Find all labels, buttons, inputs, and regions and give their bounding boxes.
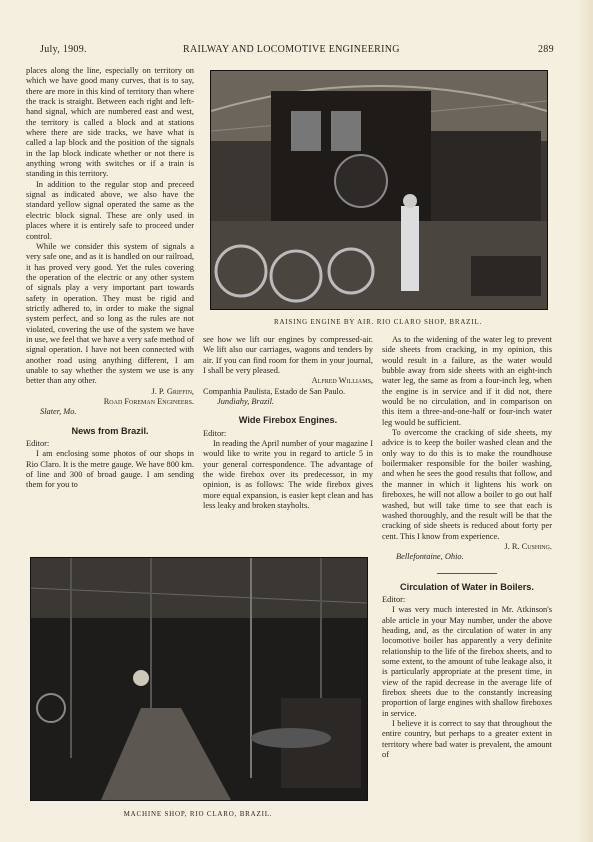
header-page-number: 289 xyxy=(538,44,554,55)
article-title: News from Brazil. xyxy=(71,425,149,436)
article-title: Circulation of Water in Boilers. xyxy=(400,581,534,592)
page-edge xyxy=(577,0,593,842)
header-date: July, 1909. xyxy=(40,44,87,55)
locomotive-photo-illustration xyxy=(211,71,547,309)
divider xyxy=(437,573,497,574)
paragraph: see how we lift our engines by compressed-air. We lift also our carriages, wagons and tenders by air. If you can find room for them in your journal, I shall be very pleased. xyxy=(203,335,373,376)
signature-place: Slater, Mo. xyxy=(40,407,77,417)
paragraph: In addition to the regular stop and preceed signal as indicated above, we also have the standard yellow signal operated the same as the electric block signal. These are only used in places where it is entirely safe to proceed under control. xyxy=(26,179,194,241)
column-3 xyxy=(382,335,552,760)
article-title: Wide Firebox Engines. xyxy=(238,415,338,426)
paragraph: I was very much interested in Mr. Atkinson's able article in your May number, under the above heading, and, as the circulation of water in any locomotive boiler has apparently a very definite relationship to the life of the firebox sheets, and to some extent, to the amount of tube leakage also, it is particularly appropriate at the present time, in view of the rapid decrease in the average life of firebox sheets due to the constantly increasing proportion of large engines with shallow fireboxes in service. xyxy=(382,605,552,718)
column-2 xyxy=(203,335,373,512)
paragraph: places along the line, especially on territory on which we have good many curves, that is to say, there are more in this kind of territory than where the track is straight. Between each right and left-hand signal, which are numbered east and west, the territory is called a block and at stations where there are side tracks, we have what is called a lap block and the position of the signals in the lap block indicate whether or not there is anything wrong with switches or if a train is standing in this territory. xyxy=(26,66,194,179)
signature-name: Alfred Williams, xyxy=(311,376,373,386)
column-1 xyxy=(26,66,194,491)
paragraph: As to the widening of the water leg to prevent side sheets from cracking, in my opinion, this would result in a failure, as the water would bubble away from side sheets with an eight-inch water leg, the same as from a four-inch leg, when the engine is in service and if it did not, there would be no circulation, and in comparison on this item a three-and-one-half or four-inch water leg would be sufficient. xyxy=(382,335,552,427)
header-journal: RAILWAY AND LOCOMOTIVE ENGINEERING xyxy=(183,44,400,55)
paragraph: To overcome the cracking of side sheets, my advice is to keep the boiler washed clean and the only way to do this is to make the roundhouse boilermaker responsible for the boiler washing, and when he sees the good results that follow, and the manner in which it lightens his work on fireboxes, he will not allow a boiler to go out half washed, but will take time to see that each is washed thoroughly, and the result will be that the cracking of side sheets is reduced about forty per cent. This I know from experience. xyxy=(382,428,552,541)
machine-shop-photo-illustration xyxy=(31,558,367,800)
signature-company: Companhia Paulista, Estado de San Paulo. xyxy=(203,386,346,396)
photo-raising-engine xyxy=(210,70,548,310)
paragraph: I am enclosing some photos of our shops in Rio Claro. It is the metre gauge. We have 800 km. of line and 300 of broad gauge. I am sending them for you to xyxy=(26,449,194,490)
signature-title: Road Foreman Engineers. xyxy=(103,397,194,406)
salutation: Editor: xyxy=(382,594,406,604)
paragraph: While we consider this system of signals a very safe one, and as it is handled on our railroad, it has proved very good. Yet the rules covering the operation of the electric or any other system of signals play a very important part towards safety in operation. They must be rigid and strictly adhered to, in order to make the signal system perfect, and so long as the rules are not violated, covering the use of the system we have in use, we feel that we have a very safe method of signal operation. I have not been connected with another road using anything different, I am unable to say whether the system we use is any better than any other. xyxy=(26,241,194,386)
signature-name: J. P. Griffin, xyxy=(151,386,194,396)
signature-place: Bellefontaine, Ohio. xyxy=(396,552,464,562)
caption-top-photo: RAISING ENGINE BY AIR. RIO CLARO SHOP, BRAZIL. xyxy=(273,318,483,326)
caption-bottom-photo: MACHINE SHOP, RIO CLARO, BRAZIL. xyxy=(123,810,273,818)
paragraph: In reading the April number of your magazine I would like to write you in regard to article 5 in your general correspondence. The advantage of the wide firebox over its predecessor, in my opinion, is as follows: The wide firebox gives more equal expansion, is easier kept clean and has less leaky and broken stayholts. xyxy=(203,439,373,511)
paragraph: I believe it is correct to say that throughout the entire country, but perhaps to a greater extent in territory where bad water is prevalent, the amount of xyxy=(382,719,552,760)
signature-place: Jundiahy, Brazil. xyxy=(217,397,274,407)
salutation: Editor: xyxy=(26,439,50,449)
photo-machine-shop xyxy=(30,557,368,801)
signature-name: J. R. Cushing. xyxy=(504,541,552,551)
salutation: Editor: xyxy=(203,428,227,438)
